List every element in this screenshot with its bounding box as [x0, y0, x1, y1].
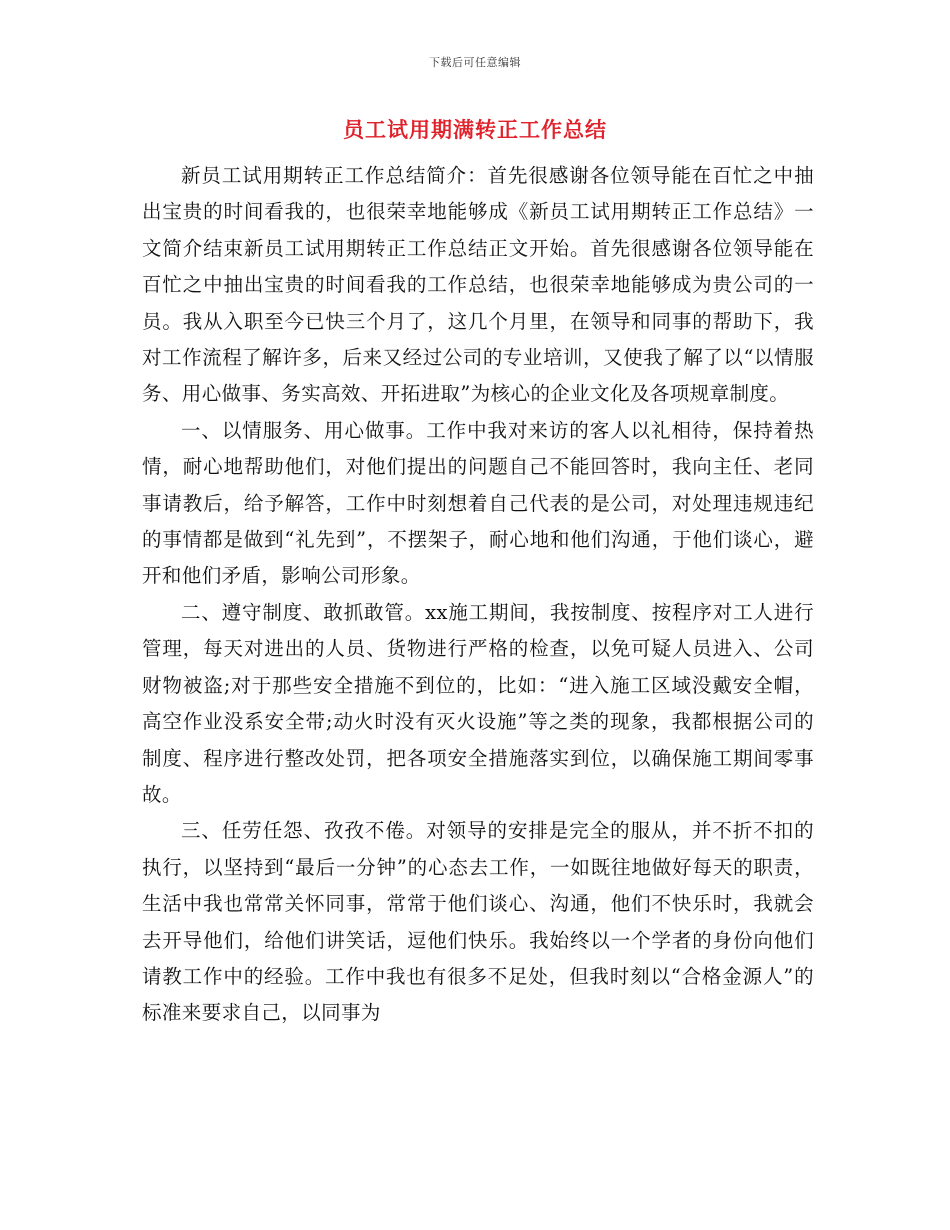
paragraph-intro: 新员工试用期转正工作总结简介：首先很感谢各位领导能在百忙之中抽出宝贵的时间看我的，也很荣幸地能够成《新员工试用期转正工作总结》一文简介结束新员工试用期转正工作总结正文开始。首先很感谢各位领导能在百忙之中抽出宝贵的时间看我的工作总结，也很荣幸地能够成为贵公司的一员。我从入职至今已快三个月了，这几个月里，在领导和同事的帮助下，我对工作流程了解许多，后来又经过公司的专业培训，又使我了解了以“以情服务、用心做事、务实高效、开拓进取”为核心的企业文化及各项规章制度。 — [142, 164, 814, 406]
paragraph-section-3: 三、任劳任怨、孜孜不倦。对领导的安排是完全的服从，并不折不扣的执行，以坚持到“最后一分钟”的心态去工作，一如既往地做好每天的职责，生活中我也常常关怀同事，常常于他们谈心、沟通，他们不快乐时，我就会去开导他们，给他们讲笑话，逗他们快乐。我始终以一个学者的身份向他们请教工作中的经验。工作中我也有很多不足处，但我时刻以“合格金源人”的标准来要求自己，以同事为 — [142, 819, 814, 1025]
paragraph-section-1: 一、以情服务、用心做事。工作中我对来访的客人以礼相待，保持着热情，耐心地帮助他们，对他们提出的问题自己不能回答时，我向主任、老同事请教后，给予解答，工作中时刻想着自己代表的是公司，对处理违规违纪的事情都是做到“礼先到”，不摆架子，耐心地和他们沟通，于他们谈心，避开和他们矛盾，影响公司形象。 — [142, 418, 814, 588]
document-body — [142, 158, 814, 1032]
document-title: 员工试用期满转正工作总结 — [343, 117, 607, 142]
header-note: 下载后可任意编辑 — [429, 56, 521, 69]
paragraph-section-2: 二、遵守制度、敢抓敢管。xx施工期间，我按制度、按程序对工人进行管理，每天对进出的人员、货物进行严格的检查，以免可疑人员进入、公司财物被盗;对于那些安全措施不到位的，比如：“进入施工区域没戴安全帽，高空作业没系安全带;动火时没有灭火设施”等之类的现象，我都根据公司的制度、程序进行整改处罚，把各项安全措施落实到位，以确保施工期间零事故。 — [142, 600, 814, 806]
